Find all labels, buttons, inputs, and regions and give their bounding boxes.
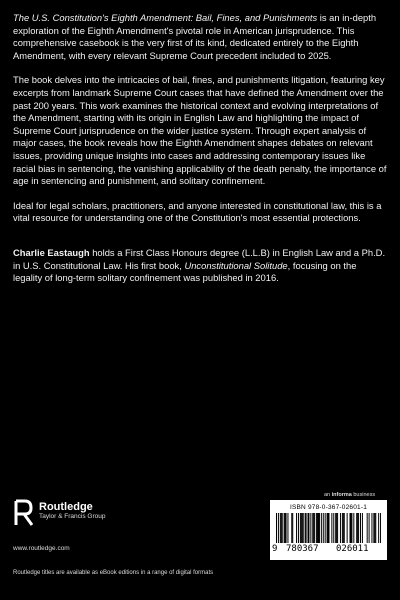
blurb-paragraph-3: Ideal for legal scholars, practitioners, and anyone interested in constitutional law, this is a vital resource for understanding one of the Constitution's most essential protections. <box>13 199 382 224</box>
barcode-bar <box>373 513 374 543</box>
barcode-bar <box>350 513 351 543</box>
informa-prefix: an <box>324 492 332 498</box>
barcode-bar <box>301 513 302 543</box>
barcode-bar <box>367 513 368 543</box>
barcode-bar <box>287 513 288 543</box>
barcode-bar <box>336 513 337 543</box>
informa-suffix: business <box>351 492 376 498</box>
barcode-bar <box>331 513 332 543</box>
barcode-bar <box>380 513 381 543</box>
barcode-bar <box>327 513 328 543</box>
barcode-bar <box>375 513 376 543</box>
barcode-bar <box>302 513 303 543</box>
barcode-bar <box>358 513 359 543</box>
barcode-bar <box>362 513 363 543</box>
barcode-bar <box>323 513 324 543</box>
publisher-url: www.routledge.com <box>13 545 70 552</box>
barcode-bar <box>369 513 370 543</box>
blurb-paragraph-2: The book delves into the intricacies of bail, fines, and punishments litigation, featuring key excerpts from landmark Supreme Court cases that have defined the Amendment over the past 200 years. This work examines the historical context and evolving interpretations of the Amendment, starting with its origin in English Law and highlighting the impact of Supreme Court jurisprudence on the wider justice system. Through expert analysis of major cases, the book reveals how the Eighth Amendment shapes debates on relevant issues, providing unique insights into cases and addressing contemporary issues like racial bias in sentencing, the vanishing applicability of the death penalty, the importance of age in sentencing and punishment, and solitary confinement. <box>13 74 387 187</box>
barcode-bar <box>303 513 304 543</box>
barcode-bar <box>328 513 329 543</box>
back-cover-blurb <box>13 12 387 297</box>
barcode-bar <box>356 513 357 543</box>
informa-tagline <box>324 492 375 498</box>
barcode-bar <box>282 513 283 543</box>
barcode-bar <box>317 513 318 543</box>
author-bio <box>13 247 387 285</box>
barcode-bar <box>321 513 322 543</box>
barcode-bar <box>291 513 292 543</box>
barcode-bar <box>314 513 315 543</box>
barcode-icon <box>276 513 381 543</box>
barcode-bar <box>344 513 345 543</box>
publisher-name: Routledge <box>39 501 93 513</box>
barcode-bar <box>305 513 306 543</box>
barcode-bar <box>378 513 379 543</box>
barcode-bar <box>310 513 311 543</box>
barcode-bar <box>285 513 286 543</box>
barcode-bar <box>325 513 326 543</box>
barcode-bar <box>360 513 361 543</box>
informa-brand: informa <box>331 492 352 498</box>
barcode-bar <box>292 513 293 543</box>
barcode-bar <box>357 513 358 543</box>
barcode-bar <box>333 513 334 543</box>
book-title: The U.S. Constitution's Eighth Amendment: Bail, Fines, and Punishments <box>13 12 318 23</box>
barcode-bar <box>276 513 277 543</box>
barcode-bar <box>343 513 344 543</box>
barcode-bar <box>342 513 343 543</box>
ean-first-digit: 9 <box>272 544 278 554</box>
barcode-bar <box>318 513 319 543</box>
barcode-bar <box>340 513 341 543</box>
barcode-bar <box>350 513 351 543</box>
first-book-title: Unconstitutional Solitude <box>184 259 288 271</box>
barcode-bar <box>306 513 307 543</box>
barcode-bar <box>308 513 309 543</box>
barcode-bar <box>278 513 279 543</box>
barcode-bar <box>353 513 354 543</box>
barcode-bar <box>281 513 282 543</box>
isbn-label: ISBN 978-0-367-02601-1 <box>289 504 368 511</box>
publisher-group: Taylor & Francis Group <box>39 513 106 520</box>
barcode-bar <box>280 513 281 543</box>
barcode-bar <box>335 513 336 543</box>
blurb-p1-text: is an in-depth exploration of the Eighth Amendment's pivotal role in American jurisprudence. This comprehensive casebook is the very first of its kind, dedicated entirely to the Eighth Amendment, with every relevant Supreme Court precedent included to 2025. <box>13 12 377 61</box>
publisher-name-block <box>39 501 105 521</box>
blurb-paragraph-1 <box>13 12 387 62</box>
ean-left-group: 780367 <box>286 544 319 554</box>
barcode-bar <box>298 513 299 543</box>
barcode-bar <box>313 513 314 543</box>
routledge-logo-icon <box>13 499 37 527</box>
barcode-bar <box>319 513 320 543</box>
barcode-bar <box>308 513 309 543</box>
author-bio-text-a: holds a First Class Honours degree (L.L.B) in English Law and a Ph.D. in U.S. Constitutional Law. His first book, <box>13 246 386 271</box>
barcode-bar <box>374 513 375 543</box>
barcode-bar <box>337 513 338 543</box>
author-bio-text-b: , focusing on the legality of long-term solitary confinement was published in 2016. <box>13 259 357 284</box>
barcode-bar <box>296 513 297 543</box>
barcode-bar <box>351 513 352 543</box>
barcode-bar <box>316 513 317 543</box>
barcode-bar <box>284 513 285 543</box>
barcode-bar <box>347 513 348 543</box>
author-name: Charlie Eastaugh <box>13 246 90 258</box>
barcode-bar <box>371 513 372 543</box>
barcode-bar <box>300 513 301 543</box>
ebook-footer-note: Routledge titles are available as eBook editions in a range of digital formats <box>13 570 214 576</box>
barcode-bar <box>312 513 313 543</box>
barcode-bar <box>286 513 287 543</box>
barcode-bar <box>329 513 330 543</box>
isbn-barcode <box>270 500 387 560</box>
ean-right-group: 026011 <box>336 544 369 554</box>
